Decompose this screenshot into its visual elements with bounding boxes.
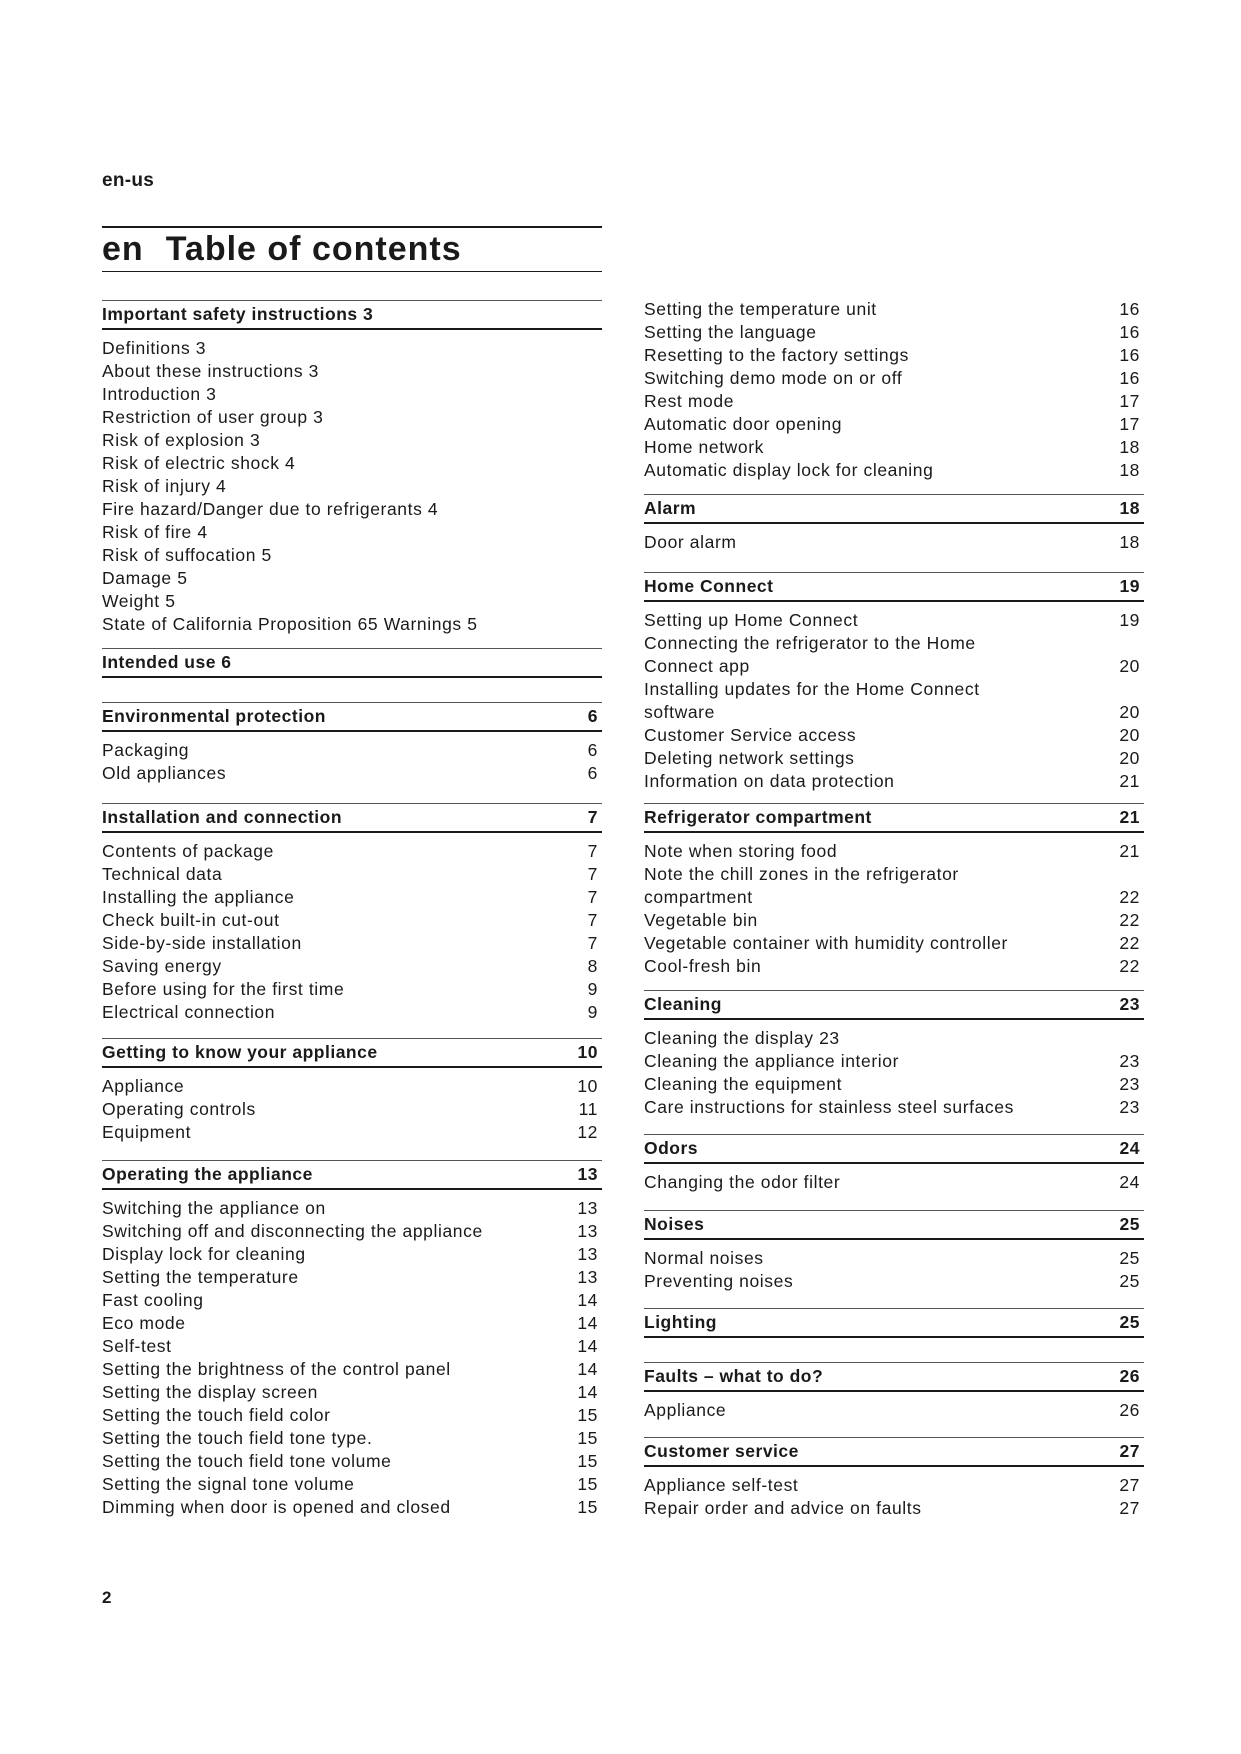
toc-entry[interactable] bbox=[644, 909, 1144, 932]
toc-entry[interactable] bbox=[102, 1473, 602, 1496]
toc-section-heading[interactable] bbox=[644, 1134, 1144, 1164]
toc-entry-title: Saving energy bbox=[102, 956, 222, 976]
toc-entry-title: Switching off and disconnecting the appliance bbox=[102, 1221, 483, 1241]
toc-entry[interactable] bbox=[102, 590, 602, 613]
toc-entry[interactable] bbox=[644, 1171, 1144, 1194]
toc-item-list bbox=[644, 1027, 1144, 1119]
section-heading-page: 23 bbox=[1119, 994, 1140, 1014]
page-number: 2 bbox=[102, 1588, 112, 1607]
toc-entry-title: Door alarm bbox=[644, 532, 737, 552]
section-heading-title: Lighting bbox=[644, 1312, 718, 1332]
toc-entry-page: 9 bbox=[587, 979, 598, 999]
section-heading-title: Customer service bbox=[644, 1441, 799, 1461]
toc-entry-page: 20 bbox=[1119, 748, 1140, 768]
toc-section bbox=[102, 1160, 602, 1519]
section-heading-title: Operating the appliance bbox=[102, 1164, 313, 1184]
toc-entry-title: Setting the brightness of the control panel bbox=[102, 1359, 451, 1379]
toc-entry-title: Check built-in cut-out bbox=[102, 910, 280, 930]
toc-entry[interactable] bbox=[102, 475, 602, 498]
toc-entry-title: Resetting to the factory settings bbox=[644, 345, 909, 365]
toc-section bbox=[644, 1362, 1144, 1422]
toc-entry-title: Fire hazard/Danger due to refrigerants 4 bbox=[102, 499, 439, 519]
toc-entry-title: Preventing noises bbox=[644, 1271, 794, 1291]
toc-entry-title: Setting the temperature unit bbox=[644, 299, 877, 319]
toc-item-list bbox=[644, 1474, 1144, 1520]
toc-entry-title: Weight 5 bbox=[102, 591, 176, 611]
toc-entry-title: Installing updates for the Home Connect software bbox=[644, 679, 980, 722]
toc-entry-title: About these instructions 3 bbox=[102, 361, 319, 381]
toc-entry-title: Switching demo mode on or off bbox=[644, 368, 903, 388]
toc-section bbox=[102, 648, 602, 678]
toc-entry[interactable] bbox=[644, 413, 1144, 436]
toc-entry[interactable] bbox=[644, 1050, 1144, 1073]
toc-entry[interactable] bbox=[102, 909, 602, 932]
toc-entry[interactable] bbox=[102, 429, 602, 452]
toc-entry-title: Setting the temperature bbox=[102, 1267, 299, 1287]
toc-entry-page: 13 bbox=[577, 1198, 598, 1218]
toc-entry-page: 13 bbox=[577, 1244, 598, 1264]
toc-entry[interactable] bbox=[644, 1247, 1144, 1270]
toc-entry[interactable] bbox=[644, 1270, 1144, 1293]
toc-entry[interactable] bbox=[644, 840, 1144, 863]
toc-entry[interactable] bbox=[102, 1427, 602, 1450]
toc-entry-title: Damage 5 bbox=[102, 568, 188, 588]
toc-entry[interactable] bbox=[102, 955, 602, 978]
toc-entry-page: 6 bbox=[587, 763, 598, 783]
toc-entry-title: Risk of electric shock 4 bbox=[102, 453, 296, 473]
section-heading-page: 19 bbox=[1119, 576, 1140, 596]
toc-section-heading[interactable] bbox=[644, 803, 1144, 833]
section-heading-title: Installation and connection bbox=[102, 807, 343, 827]
language-code: en-us bbox=[102, 170, 155, 191]
toc-continued-items bbox=[644, 298, 1144, 482]
toc-entry[interactable] bbox=[102, 1220, 602, 1243]
toc-entry[interactable] bbox=[102, 567, 602, 590]
section-heading-page: 21 bbox=[1119, 807, 1140, 827]
toc-entry-title: State of California Proposition 65 Warnings 5 bbox=[102, 614, 478, 634]
toc-entry-page: 15 bbox=[577, 1474, 598, 1494]
section-heading-title: Noises bbox=[644, 1214, 705, 1234]
toc-entry-page: 27 bbox=[1119, 1498, 1140, 1518]
toc-entry[interactable] bbox=[644, 1096, 1144, 1119]
toc-item-list bbox=[644, 298, 1144, 482]
toc-entry-page: 16 bbox=[1119, 299, 1140, 319]
toc-section-heading[interactable] bbox=[102, 1038, 602, 1068]
toc-entry[interactable] bbox=[644, 678, 1144, 724]
toc-entry-title: Risk of explosion 3 bbox=[102, 430, 261, 450]
toc-entry[interactable] bbox=[102, 1289, 602, 1312]
toc-entry-page: 6 bbox=[587, 740, 598, 760]
toc-section-heading[interactable] bbox=[644, 990, 1144, 1020]
toc-entry[interactable] bbox=[102, 739, 602, 762]
toc-entry-title: Side-by-side installation bbox=[102, 933, 302, 953]
toc-entry[interactable] bbox=[644, 321, 1144, 344]
section-heading-page: 6 bbox=[587, 706, 598, 726]
toc-entry-title: Equipment bbox=[102, 1122, 192, 1142]
toc-section bbox=[644, 494, 1144, 554]
toc-entry-page: 27 bbox=[1119, 1475, 1140, 1495]
toc-section bbox=[102, 300, 602, 636]
toc-entry-page: 12 bbox=[577, 1122, 598, 1142]
toc-entry-title: Automatic display lock for cleaning bbox=[644, 460, 934, 480]
toc-entry-title: Note when storing food bbox=[644, 841, 838, 861]
toc-entry-page: 9 bbox=[587, 1002, 598, 1022]
toc-entry-page: 16 bbox=[1119, 368, 1140, 388]
toc-entry-page: 10 bbox=[577, 1076, 598, 1096]
toc-entry-title: Normal noises bbox=[644, 1248, 764, 1268]
toc-entry-title: Setting up Home Connect bbox=[644, 610, 859, 630]
toc-entry-title: Vegetable container with humidity controller bbox=[644, 933, 1008, 953]
toc-entry-page: 14 bbox=[577, 1382, 598, 1402]
toc-entry[interactable] bbox=[102, 1358, 602, 1381]
toc-entry-title: Changing the odor filter bbox=[644, 1172, 841, 1192]
section-heading-title: Alarm bbox=[644, 498, 697, 518]
toc-entry[interactable] bbox=[644, 459, 1144, 482]
toc-entry[interactable] bbox=[644, 747, 1144, 770]
toc-entry-title: Home network bbox=[644, 437, 765, 457]
toc-entry[interactable] bbox=[102, 360, 602, 383]
toc-entry[interactable] bbox=[102, 1098, 602, 1121]
toc-entry-page: 23 bbox=[1119, 1097, 1140, 1117]
toc-entry-page: 14 bbox=[577, 1359, 598, 1379]
toc-section bbox=[644, 572, 1144, 793]
toc-entry-page: 16 bbox=[1119, 322, 1140, 342]
section-heading-page: 24 bbox=[1119, 1138, 1140, 1158]
title-text: Table of contents bbox=[165, 230, 462, 268]
toc-entry-title: Customer Service access bbox=[644, 725, 857, 745]
toc-entry-title: Connecting the refrigerator to the Home Connect app bbox=[644, 633, 976, 676]
toc-entry-title: Automatic door opening bbox=[644, 414, 843, 434]
toc-entry-page: 25 bbox=[1119, 1271, 1140, 1291]
section-heading-title: Odors bbox=[644, 1138, 699, 1158]
toc-entry-title: Care instructions for stainless steel surfaces bbox=[644, 1097, 1014, 1117]
toc-entry[interactable] bbox=[644, 344, 1144, 367]
toc-entry-title: Eco mode bbox=[102, 1313, 186, 1333]
toc-entry-page: 8 bbox=[587, 956, 598, 976]
toc-entry[interactable] bbox=[102, 1381, 602, 1404]
toc-entry[interactable] bbox=[102, 1496, 602, 1519]
section-heading-title: Environmental protection bbox=[102, 706, 326, 726]
toc-entry-page: 7 bbox=[587, 910, 598, 930]
toc-item-list bbox=[102, 1075, 602, 1144]
toc-entry-page: 22 bbox=[1119, 933, 1140, 953]
toc-entry-title: Installing the appliance bbox=[102, 887, 295, 907]
toc-entry-title: Cool-fresh bin bbox=[644, 956, 762, 976]
toc-entry[interactable] bbox=[102, 337, 602, 360]
toc-entry-page: 15 bbox=[577, 1497, 598, 1517]
toc-section-heading[interactable] bbox=[102, 300, 602, 330]
toc-section bbox=[644, 1308, 1144, 1338]
toc-entry-title: Technical data bbox=[102, 864, 223, 884]
toc-section-heading[interactable] bbox=[644, 572, 1144, 602]
toc-entry[interactable] bbox=[644, 1073, 1144, 1096]
toc-entry-page: 13 bbox=[577, 1267, 598, 1287]
toc-entry-page: 23 bbox=[1119, 1051, 1140, 1071]
toc-entry-page: 21 bbox=[1119, 771, 1140, 791]
toc-entry[interactable] bbox=[644, 609, 1144, 632]
toc-entry[interactable] bbox=[102, 840, 602, 863]
toc-entry-title: Deleting network settings bbox=[644, 748, 855, 768]
toc-item-list bbox=[102, 1197, 602, 1519]
section-heading-title: Getting to know your appliance bbox=[102, 1042, 378, 1062]
toc-entry-title: Repair order and advice on faults bbox=[644, 1498, 922, 1518]
toc-entry-page: 11 bbox=[578, 1099, 598, 1119]
toc-entry-title: Restriction of user group 3 bbox=[102, 407, 324, 427]
section-heading-page: 26 bbox=[1119, 1366, 1140, 1386]
toc-section-heading[interactable] bbox=[644, 494, 1144, 524]
section-heading-page: 7 bbox=[587, 807, 598, 827]
toc-entry-title: Appliance bbox=[102, 1076, 185, 1096]
toc-entry-page: 21 bbox=[1119, 841, 1140, 861]
toc-entry-page: 15 bbox=[577, 1405, 598, 1425]
toc-item-list bbox=[644, 609, 1144, 793]
toc-section-heading[interactable] bbox=[102, 803, 602, 833]
toc-entry-title: Before using for the first time bbox=[102, 979, 345, 999]
toc-entry[interactable] bbox=[644, 436, 1144, 459]
section-heading-page: 25 bbox=[1119, 1312, 1140, 1332]
toc-entry-page: 17 bbox=[1119, 391, 1140, 411]
toc-entry-page: 16 bbox=[1119, 345, 1140, 365]
toc-entry[interactable] bbox=[644, 1497, 1144, 1520]
toc-entry-title: Switching the appliance on bbox=[102, 1198, 326, 1218]
toc-entry-title: Appliance bbox=[644, 1400, 727, 1420]
toc-entry-title: Setting the touch field tone type. bbox=[102, 1428, 373, 1448]
toc-section bbox=[644, 990, 1144, 1119]
toc-entry-page: 18 bbox=[1119, 437, 1140, 457]
toc-entry[interactable] bbox=[644, 298, 1144, 321]
toc-entry[interactable] bbox=[102, 1450, 602, 1473]
toc-entry-title: Risk of fire 4 bbox=[102, 522, 208, 542]
toc-entry-page: 19 bbox=[1119, 610, 1140, 630]
toc-section-heading[interactable] bbox=[102, 648, 602, 678]
toc-entry-page: 15 bbox=[577, 1451, 598, 1471]
toc-entry[interactable] bbox=[644, 770, 1144, 793]
section-heading-title: Cleaning bbox=[644, 994, 722, 1014]
toc-item-list bbox=[102, 337, 602, 636]
section-heading-title: Refrigerator compartment bbox=[644, 807, 872, 827]
toc-entry[interactable] bbox=[102, 1335, 602, 1358]
toc-entry[interactable] bbox=[644, 1474, 1144, 1497]
toc-entry-title: Setting the touch field tone volume bbox=[102, 1451, 392, 1471]
toc-section bbox=[102, 803, 602, 1024]
toc-section bbox=[644, 1210, 1144, 1293]
toc-item-list bbox=[102, 840, 602, 1024]
toc-entry-page: 20 bbox=[1119, 725, 1140, 745]
section-heading-title: Intended use 6 bbox=[102, 652, 232, 672]
toc-entry[interactable] bbox=[102, 1121, 602, 1144]
toc-entry[interactable] bbox=[644, 724, 1144, 747]
toc-entry[interactable] bbox=[102, 863, 602, 886]
toc-section bbox=[644, 803, 1144, 978]
toc-entry-page: 26 bbox=[1119, 1400, 1140, 1420]
toc-entry[interactable] bbox=[102, 932, 602, 955]
toc-section bbox=[644, 1437, 1144, 1520]
toc-entry-page: 22 bbox=[1119, 956, 1140, 976]
toc-section bbox=[102, 1038, 602, 1144]
toc-entry[interactable] bbox=[644, 1399, 1144, 1422]
toc-entry-title: Contents of package bbox=[102, 841, 274, 861]
toc-entry-title: Cleaning the equipment bbox=[644, 1074, 843, 1094]
page-title bbox=[102, 226, 602, 272]
toc-entry[interactable] bbox=[102, 762, 602, 785]
toc-entry-title: Appliance self-test bbox=[644, 1475, 799, 1495]
toc-entry-title: Cleaning the display 23 bbox=[644, 1028, 840, 1048]
toc-entry-page: 13 bbox=[577, 1221, 598, 1241]
toc-entry-page: 14 bbox=[577, 1313, 598, 1333]
toc-entry[interactable] bbox=[102, 383, 602, 406]
toc-entry-page: 15 bbox=[577, 1428, 598, 1448]
toc-entry[interactable] bbox=[102, 1075, 602, 1098]
toc-entry-page: 17 bbox=[1119, 414, 1140, 434]
toc-section bbox=[102, 702, 602, 785]
toc-entry-page: 22 bbox=[1119, 887, 1140, 907]
toc-entry-title: Setting the touch field color bbox=[102, 1405, 331, 1425]
toc-entry-title: Self-test bbox=[102, 1336, 172, 1356]
toc-entry-page: 22 bbox=[1119, 910, 1140, 930]
toc-item-list bbox=[644, 840, 1144, 978]
toc-entry[interactable] bbox=[644, 531, 1144, 554]
toc-item-list bbox=[102, 739, 602, 785]
section-heading-page: 10 bbox=[577, 1042, 598, 1062]
toc-entry-page: 7 bbox=[587, 887, 598, 907]
toc-entry-page: 25 bbox=[1119, 1248, 1140, 1268]
section-heading-page: 13 bbox=[577, 1164, 598, 1184]
section-heading-page: 27 bbox=[1119, 1441, 1140, 1461]
toc-entry-page: 24 bbox=[1119, 1172, 1140, 1192]
toc-entry[interactable] bbox=[102, 544, 602, 567]
toc-entry-title: Note the chill zones in the refrigerator compartment bbox=[644, 864, 959, 907]
toc-entry-title: Display lock for cleaning bbox=[102, 1244, 306, 1264]
toc-section-heading[interactable] bbox=[644, 1308, 1144, 1338]
toc-section-heading[interactable] bbox=[102, 702, 602, 732]
toc-entry-title: Setting the language bbox=[644, 322, 817, 342]
section-heading-title: Important safety instructions 3 bbox=[102, 304, 374, 324]
toc-entry[interactable] bbox=[644, 1027, 1144, 1050]
toc-entry[interactable] bbox=[102, 406, 602, 429]
toc-entry[interactable] bbox=[102, 521, 602, 544]
toc-entry-page: 7 bbox=[587, 933, 598, 953]
toc-entry-title: Setting the display screen bbox=[102, 1382, 318, 1402]
toc-entry-title: Packaging bbox=[102, 740, 190, 760]
toc-entry[interactable] bbox=[102, 978, 602, 1001]
toc-entry-title: Information on data protection bbox=[644, 771, 895, 791]
section-heading-page: 25 bbox=[1119, 1214, 1140, 1234]
toc-entry-title: Operating controls bbox=[102, 1099, 256, 1119]
toc-entry[interactable] bbox=[644, 390, 1144, 413]
toc-entry-title: Rest mode bbox=[644, 391, 735, 411]
toc-item-list bbox=[644, 1247, 1144, 1293]
title-language-code: en bbox=[102, 230, 144, 268]
toc-section-heading[interactable] bbox=[644, 1437, 1144, 1467]
toc-entry[interactable] bbox=[102, 886, 602, 909]
toc-entry-title: Cleaning the appliance interior bbox=[644, 1051, 900, 1071]
toc-entry-page: 20 bbox=[1119, 656, 1140, 676]
toc-entry[interactable] bbox=[102, 1312, 602, 1335]
toc-entry[interactable] bbox=[102, 452, 602, 475]
toc-entry-title: Electrical connection bbox=[102, 1002, 276, 1022]
toc-entry-title: Old appliances bbox=[102, 763, 227, 783]
toc-section-heading[interactable] bbox=[102, 1160, 602, 1190]
toc-section-heading[interactable] bbox=[644, 1210, 1144, 1240]
toc-item-list bbox=[644, 1399, 1144, 1422]
toc-entry[interactable] bbox=[102, 1001, 602, 1024]
toc-entry-page: 14 bbox=[577, 1336, 598, 1356]
toc-entry[interactable] bbox=[644, 932, 1144, 955]
toc-entry-title: Risk of suffocation 5 bbox=[102, 545, 272, 565]
toc-entry-title: Vegetable bin bbox=[644, 910, 758, 930]
toc-entry-page: 7 bbox=[587, 864, 598, 884]
toc-entry[interactable] bbox=[102, 1197, 602, 1220]
toc-entry[interactable] bbox=[102, 613, 602, 636]
toc-entry-title: Risk of injury 4 bbox=[102, 476, 227, 496]
toc-section-heading[interactable] bbox=[644, 1362, 1144, 1392]
section-heading-page: 18 bbox=[1119, 498, 1140, 518]
toc-entry[interactable] bbox=[644, 863, 1144, 909]
toc-entry-title: Fast cooling bbox=[102, 1290, 204, 1310]
toc-entry-title: Dimming when door is opened and closed bbox=[102, 1497, 451, 1517]
toc-item-list bbox=[644, 1171, 1144, 1194]
toc-entry[interactable] bbox=[644, 632, 1144, 678]
section-heading-title: Home Connect bbox=[644, 576, 774, 596]
toc-entry-title: Introduction 3 bbox=[102, 384, 217, 404]
toc-entry-page: 20 bbox=[1119, 702, 1140, 722]
toc-entry[interactable] bbox=[102, 498, 602, 521]
toc-entry-page: 14 bbox=[577, 1290, 598, 1310]
toc-entry[interactable] bbox=[102, 1243, 602, 1266]
toc-entry-title: Definitions 3 bbox=[102, 338, 207, 358]
toc-entry[interactable] bbox=[102, 1266, 602, 1289]
section-heading-title: Faults – what to do? bbox=[644, 1366, 824, 1386]
toc-item-list bbox=[644, 531, 1144, 554]
toc-entry[interactable] bbox=[102, 1404, 602, 1427]
toc-entry-title: Setting the signal tone volume bbox=[102, 1474, 355, 1494]
toc-entry-page: 18 bbox=[1119, 532, 1140, 552]
toc-entry-page: 23 bbox=[1119, 1074, 1140, 1094]
toc-entry[interactable] bbox=[644, 367, 1144, 390]
toc-entry[interactable] bbox=[644, 955, 1144, 978]
toc-entry-page: 18 bbox=[1119, 460, 1140, 480]
toc-entry-page: 7 bbox=[587, 841, 598, 861]
toc-section bbox=[644, 1134, 1144, 1194]
